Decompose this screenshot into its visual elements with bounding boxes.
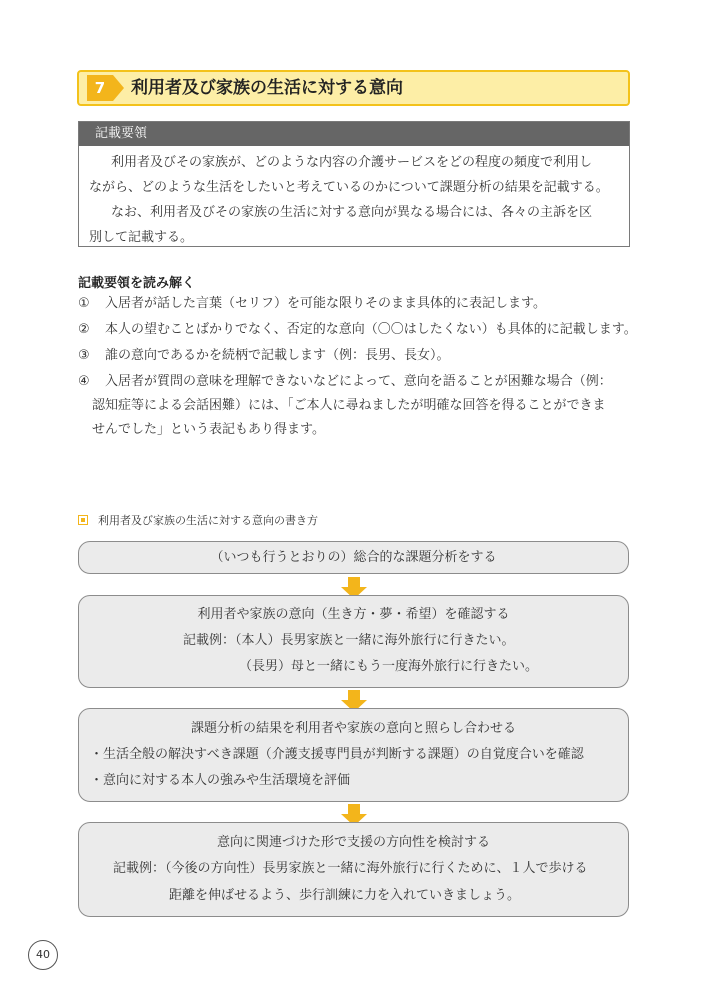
requirements-line: 別して記載する。: [89, 230, 194, 245]
reading-item-number: ①: [78, 296, 90, 311]
reading-item-text: 本人の望むことばかりでなく、否定的な意向（〇〇はしたくない）も具体的に記載します。: [105, 322, 637, 337]
flow-step-3: [78, 708, 629, 802]
flow-step-text: （長男）母と一緒にもう一度海外旅行に行きたい。: [239, 659, 539, 674]
requirements-body: [79, 146, 629, 250]
reading-item-text: 入居者が話した言葉（セリフ）を可能な限りそのまま具体的に表記します。: [105, 296, 546, 311]
reading-item: [78, 370, 648, 442]
reading-item-number: ④: [78, 374, 90, 389]
reading-item-text: 誰の意向であるかを続柄で記載します（例：長男、長女）。: [105, 348, 450, 363]
flow-step-text: ・意向に対する本人の強みや生活環境を評価: [90, 773, 351, 788]
section-arrow-icon: [113, 75, 124, 101]
flow-step-text: 距離を伸ばせるよう、歩行訓練に力を入れていきましょう。: [169, 888, 521, 903]
reading-item: [78, 292, 648, 316]
reading-item: [78, 344, 648, 368]
flow-step-text: 意向に関連づけた形で支援の方向性を検討する: [216, 835, 490, 850]
requirements-line: なお、利用者及びその家族の生活に対する意向が異なる場合には、各々の主訴を区: [111, 205, 593, 220]
requirements-line: 利用者及びその家族が、どのような内容の介護サービスをどの程度の頻度で利用し: [111, 155, 593, 170]
reading-list: [78, 292, 648, 444]
flow-step-text: 利用者や家族の意向（生き方・夢・希望）を確認する: [197, 607, 510, 622]
flow-step-text: （いつも行うとおりの）総合的な課題分析をする: [210, 550, 497, 565]
flow-step-text: 記載例：（今後の方向性）長男家族と一緒に海外旅行に行くために、１人で歩ける: [113, 861, 588, 876]
figure-caption: [78, 512, 318, 528]
reading-title: 記載要領を読み解く: [78, 276, 196, 291]
flow-step-text: 記載例：（本人）長男家族と一緒に海外旅行に行きたい。: [183, 633, 515, 648]
figure-caption-text: 利用者及び家族の生活に対する意向の書き方: [98, 514, 318, 527]
flow-step-text: ・生活全般の解決すべき課題（介護支援専門員が判断する課題）の自覚度合いを確認: [90, 747, 584, 762]
flow-step-4: [78, 822, 629, 917]
flow-step-1: [78, 541, 629, 574]
section-number: 7: [87, 75, 113, 101]
requirements-heading: 記載要領: [79, 122, 629, 146]
requirements-line: ながら、どのような生活をしたいと考えているのかについて課題分析の結果を記載する。: [89, 180, 609, 195]
reading-item-text: 認知症等による会話困難）には、「ご本人に尋ねましたが明確な回答を得ることができま: [92, 398, 606, 413]
section-header: [77, 70, 630, 106]
reading-item-number: ③: [78, 348, 90, 363]
figure-icon: [78, 515, 88, 525]
flow-step-2: [78, 595, 629, 688]
page-number: 40: [28, 940, 58, 970]
requirements-box: [78, 121, 630, 247]
reading-item-number: ②: [78, 322, 90, 337]
flow-step-text: 課題分析の結果を利用者や家族の意向と照らし合わせる: [190, 721, 516, 736]
section-title: 利用者及び家族の生活に対する意向: [131, 78, 403, 98]
reading-item: [78, 318, 648, 342]
reading-item-text: 入居者が質問の意味を理解できないなどによって、意向を語ることが困難な場合（例：: [105, 374, 612, 389]
reading-item-text: せんでした」という表記もあり得ます。: [92, 422, 325, 437]
